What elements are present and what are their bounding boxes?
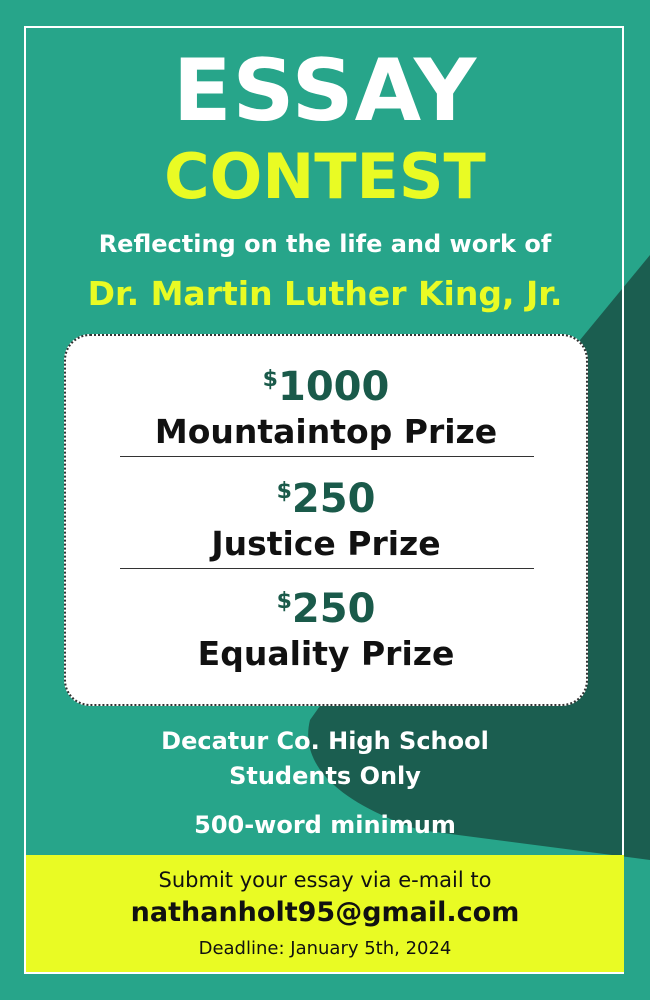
title-contest: CONTEST <box>164 140 486 213</box>
prize-mountaintop <box>66 356 586 453</box>
prize-amount-value: 1000 <box>277 364 390 410</box>
eligibility-students: Students Only <box>229 762 421 790</box>
prize-card <box>64 334 588 706</box>
submission-band <box>26 855 624 972</box>
dollar-sign: $ <box>262 367 278 392</box>
prize-justice <box>66 468 586 565</box>
subtitle: Reflecting on the life and work of <box>98 230 552 258</box>
honoree-name: Dr. Martin Luther King, Jr. <box>87 274 563 313</box>
contact-email: nathanholt95@gmail.com <box>130 897 520 928</box>
prize-name: Mountaintop Prize <box>154 412 498 451</box>
prize-amount-value: 250 <box>291 476 376 522</box>
prize-amount <box>66 356 586 411</box>
prize-amount <box>66 468 586 523</box>
dollar-sign: $ <box>276 589 292 614</box>
prize-divider <box>120 456 534 457</box>
prize-name: Justice Prize <box>211 524 441 563</box>
title-essay: ESSAY <box>172 41 478 141</box>
prize-name: Equality Prize <box>197 634 455 673</box>
dollar-sign: $ <box>276 479 292 504</box>
prize-equality <box>66 578 586 675</box>
prize-divider <box>120 568 534 569</box>
eligibility-school: Decatur Co. High School <box>161 727 489 755</box>
eligibility <box>0 724 650 794</box>
word-minimum: 500-word minimum <box>194 811 456 839</box>
prize-amount-value: 250 <box>291 586 376 632</box>
submit-instructions: Submit your essay via e-mail to <box>158 868 492 892</box>
prize-amount <box>66 578 586 633</box>
deadline: Deadline: January 5th, 2024 <box>198 938 452 959</box>
